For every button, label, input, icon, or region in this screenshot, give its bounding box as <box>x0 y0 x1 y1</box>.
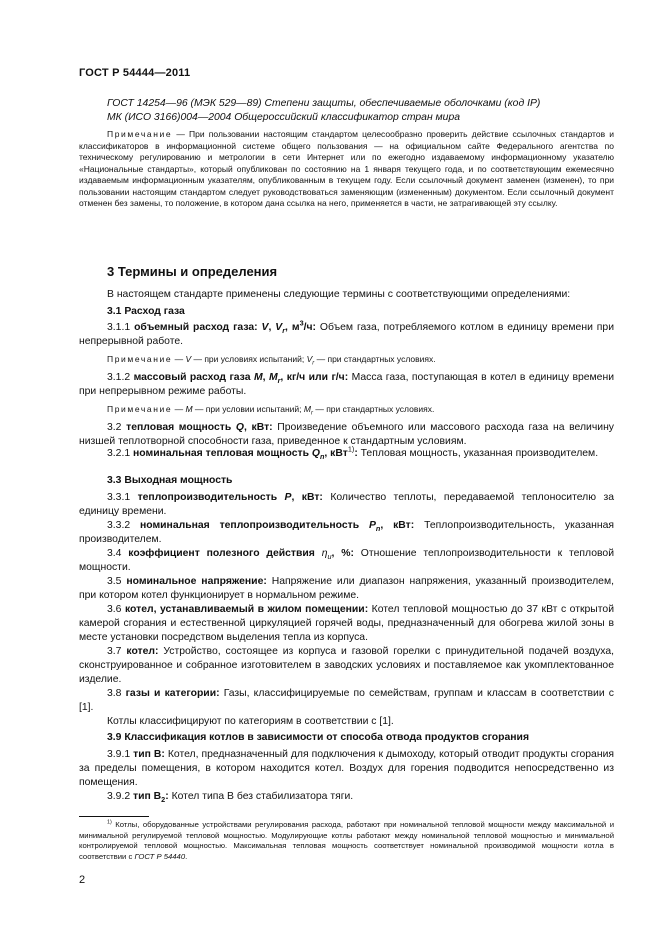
footnote-ref: 1) <box>347 444 355 454</box>
note-label: Примечание <box>107 354 173 364</box>
definition-text: Котел, предназначенный для подключения к дымоходу, который отводит продукты сгорания за пределы помещения, в котором находится котел. Воздух для горения подводится непосредственно из помещения. <box>79 749 615 788</box>
term: котел, устанавливаемый в жилом помещении: <box>124 604 369 615</box>
note-3-1-2: Примечание — M — при условии испытаний; $M_r$ — при стандартных условиях. <box>107 404 435 417</box>
term: коэффициент полезного действия <box>128 548 322 559</box>
document-code-header: ГОСТ Р 54444—2011 <box>79 67 191 79</box>
symbol-subscript: r <box>277 376 281 386</box>
subsection-heading: 3.1 Расход газа <box>107 306 185 317</box>
term: тип B <box>133 791 162 802</box>
definition-text: Отношение теплопроизводительности к тепловой мощности. <box>79 548 614 573</box>
definition-text: Котел тепловой мощностью до 37 кВт с открытой камерой сгорания и естественной циркуляцией горячей воды, предназначенный для обогрева жилой зоны в месте установки посредством выделения тепла из корпуса. <box>79 604 614 643</box>
clause-number: 3.7 <box>107 646 122 657</box>
term: газы и категории: <box>125 688 220 699</box>
definition-3-5 <box>79 575 614 603</box>
term: теплопроизводительность <box>137 492 285 503</box>
definition-3-9-2: 3.9.2 тип $B_2$: Котел типа B без стабилизатора тяги. <box>107 791 354 805</box>
section-intro: В настоящем стандарте применены следующие термины с соответствующими определениями: <box>107 289 571 300</box>
definition-text: Теплопроизводительность, указанная производителем. <box>79 520 615 545</box>
clause-number: 3.9.2 <box>107 791 131 802</box>
symbol: Q <box>311 448 320 459</box>
subsection-heading: 3.3 Выходная мощность <box>107 475 233 486</box>
definition-3-1-1: 3.1.1 объемный расход газа: V, $V_r$, $м^3/ч$: Объем газа, потребляемого котлом в единицу времени при непрерывной работе. <box>79 318 615 347</box>
footnote-text: Котлы, оборудованные устройствами регулирования расхода, работают при номинальной тепловой мощности между максимальной и минимальной регулируемой тепловой мощностью. Модулирующие котлы работают между номинальной тепловой мощностью и минимальной контролируемой тепловой мощностью. Максимальная тепловая мощность соответствует номинальной производимой мощности котла в соответствии с <box>79 820 614 861</box>
reference-line: МК (ИСО 3166)004—2004 Общероссийский классификатор стран мира <box>107 112 461 123</box>
term: котел: <box>126 646 159 657</box>
definition-text: Количество теплоты, передаваемой теплоносителю за единицу времени. <box>79 492 614 517</box>
note-paragraph <box>79 129 614 210</box>
clause-number: 3.9.1 <box>107 749 131 760</box>
definition-3-7 <box>79 645 614 687</box>
reference-line: ГОСТ 14254—96 (МЭК 529—89) Степени защиты, обеспечиваемые оболочками (код IP) <box>107 98 541 109</box>
definition-text: Газы, классифицируемые по семействам, группам и классам в соответствии с [1]. <box>79 688 614 713</box>
clause-number: 3.5 <box>107 576 122 587</box>
clause-number: 3.3.1 <box>107 492 131 503</box>
unit-suffix: /ч: <box>303 322 316 333</box>
term: тепловая мощность <box>126 422 236 433</box>
term: массовый расход газа <box>133 372 254 383</box>
unit: , кВт: <box>380 520 415 531</box>
term: тип B: <box>133 749 165 760</box>
term: номинальная теплопроизводительность <box>139 520 369 531</box>
footnote-reference: ГОСТ Р 54440 <box>134 851 186 861</box>
footnote-divider <box>79 816 149 817</box>
definition-3-6 <box>79 603 614 645</box>
note-label: Примечание <box>107 129 173 139</box>
unit-superscript: 3 <box>299 318 304 328</box>
definition-text: Котел типа B без стабилизатора тяги. <box>168 791 354 802</box>
clause-number: 3.1.2 <box>107 372 131 383</box>
unit: , кВт: <box>243 422 273 433</box>
page-number: 2 <box>79 874 86 886</box>
term: объемный расход газа: <box>134 322 262 333</box>
clause-number: 3.8 <box>107 688 122 699</box>
definition-text: Объем газа, потребляемого котлом в единицу времени при непрерывной работе. <box>79 322 615 347</box>
symbol: P <box>368 520 376 531</box>
clause-number: 3.1.1 <box>107 322 131 333</box>
footnote: $^{1)}$ Котлы, оборудованные устройствами регулирования расхода, работают при номинальной тепловой мощности между максимальной и минимальной регулируемой тепловой мощностью. Модулирующие котлы работают между номинальной тепловой мощностью и минимальной контролируемой тепловой мощностью. Максимальная тепловая мощность соответствует номинальной производимой мощности котла в соответствии с ГОСТ Р 54440. <box>79 819 614 861</box>
paragraph: Котлы классифицируют по категориям в соответствии с [1]. <box>107 716 394 727</box>
definition-3-2 <box>79 421 614 449</box>
definition-3-2-1: 3.2.1 номинальная тепловая мощность $Q_n$, кВт$^{1)}$: Тепловая мощность, указанная производителем. <box>107 444 599 462</box>
symbol: M <box>253 372 263 383</box>
clause-number: 3.3.2 <box>107 520 131 531</box>
clause-number: 3.2.1 <box>107 448 131 459</box>
term: номинальное напряжение: <box>126 576 267 587</box>
clause-number: 3.6 <box>107 604 122 615</box>
definition-3-1-2: 3.1.2 массовый расход газа M, $M_r$, кг/ч или г/ч: Масса газа, поступающая в котел в единицу времени при непрерывном режиме работы. <box>79 372 614 397</box>
symbol-subscript: u <box>327 552 332 562</box>
term-subscript: 2 <box>161 795 166 805</box>
definition-text: Напряжение или диапазон напряжения, указанный производителем, при котором котел функционирует в нормальном режиме. <box>79 576 614 601</box>
unit: , кг/ч или г/ч: <box>280 372 349 383</box>
definition-text: Устройство, состоящее из корпуса и газовой горелки с принудительной подачей воздуха, сконструированное и собранное изготовителем в заводских условиях и поставляемое как укомплектованное изделие. <box>79 646 615 685</box>
note-text: — При пользовании настоящим стандартом целесообразно проверить действие ссылочных стандартов и классификаторов в информационной системе общего пользования — на официальном сайте Федерального агентства по техническому регулированию и метрологии в сети Интернет или по ежегодно издаваемому информационному указателю «Национальные стандарты», который опубликован по состоянию на 1 января текущего года, и по соответствующим ежемесячно издаваемым информационным указателям, опубликованным в текущем году. Если ссылочный документ заменен (изменен), то при пользовании настоящим стандартом следует руководствоваться заменяющим (измененным) документом. Если ссылочный документ отменен без замены, то положение, в котором дана ссылка на него, применяется в части, не затрагивающей эту ссылку. <box>79 129 614 208</box>
definition-3-9-1 <box>79 748 614 790</box>
note-3-1-1: Примечание — V — при условиях испытаний; $V_r$ — при стандартных условиях. <box>107 354 436 367</box>
symbol: V <box>261 322 269 333</box>
unit: , кВт <box>324 448 348 459</box>
definition-text: Масса газа, поступающая в котел в единицу времени при непрерывном режиме работы. <box>79 372 614 397</box>
symbol-subscript: r <box>282 326 286 336</box>
unit: , м <box>285 322 300 333</box>
definition-text: Тепловая мощность, указанная производителем. <box>357 448 599 459</box>
symbol-subscript: n <box>375 524 381 534</box>
section-title: 3 Термины и определения <box>107 264 278 279</box>
symbol-subscript: n <box>319 452 325 462</box>
clause-number: 3.4 <box>107 548 122 559</box>
clause-number: 3.2 <box>107 422 122 433</box>
symbol: V <box>275 322 283 333</box>
footnote-mark: 1) <box>107 819 112 826</box>
symbol: Q <box>235 422 244 433</box>
unit: , кВт: <box>291 492 323 503</box>
definition-text: Произведение объемного или массового расхода газа на величину низшей теплотворной способности газа, приведенное к стандартным условиям. <box>79 422 615 447</box>
unit: , %: <box>331 548 354 559</box>
symbol: M <box>268 372 278 383</box>
definition-3-3-1 <box>79 491 614 519</box>
definition-3-4 <box>79 547 614 575</box>
subsection-heading: 3.9 Классификация котлов в зависимости от способа отвода продуктов сгорания <box>107 732 530 743</box>
definition-3-3-2 <box>79 519 614 547</box>
symbol: P <box>284 492 292 503</box>
symbol: η <box>321 548 328 559</box>
term: номинальная тепловая мощность <box>133 448 312 459</box>
note-label: Примечание <box>107 404 173 414</box>
definition-3-8 <box>79 687 614 715</box>
